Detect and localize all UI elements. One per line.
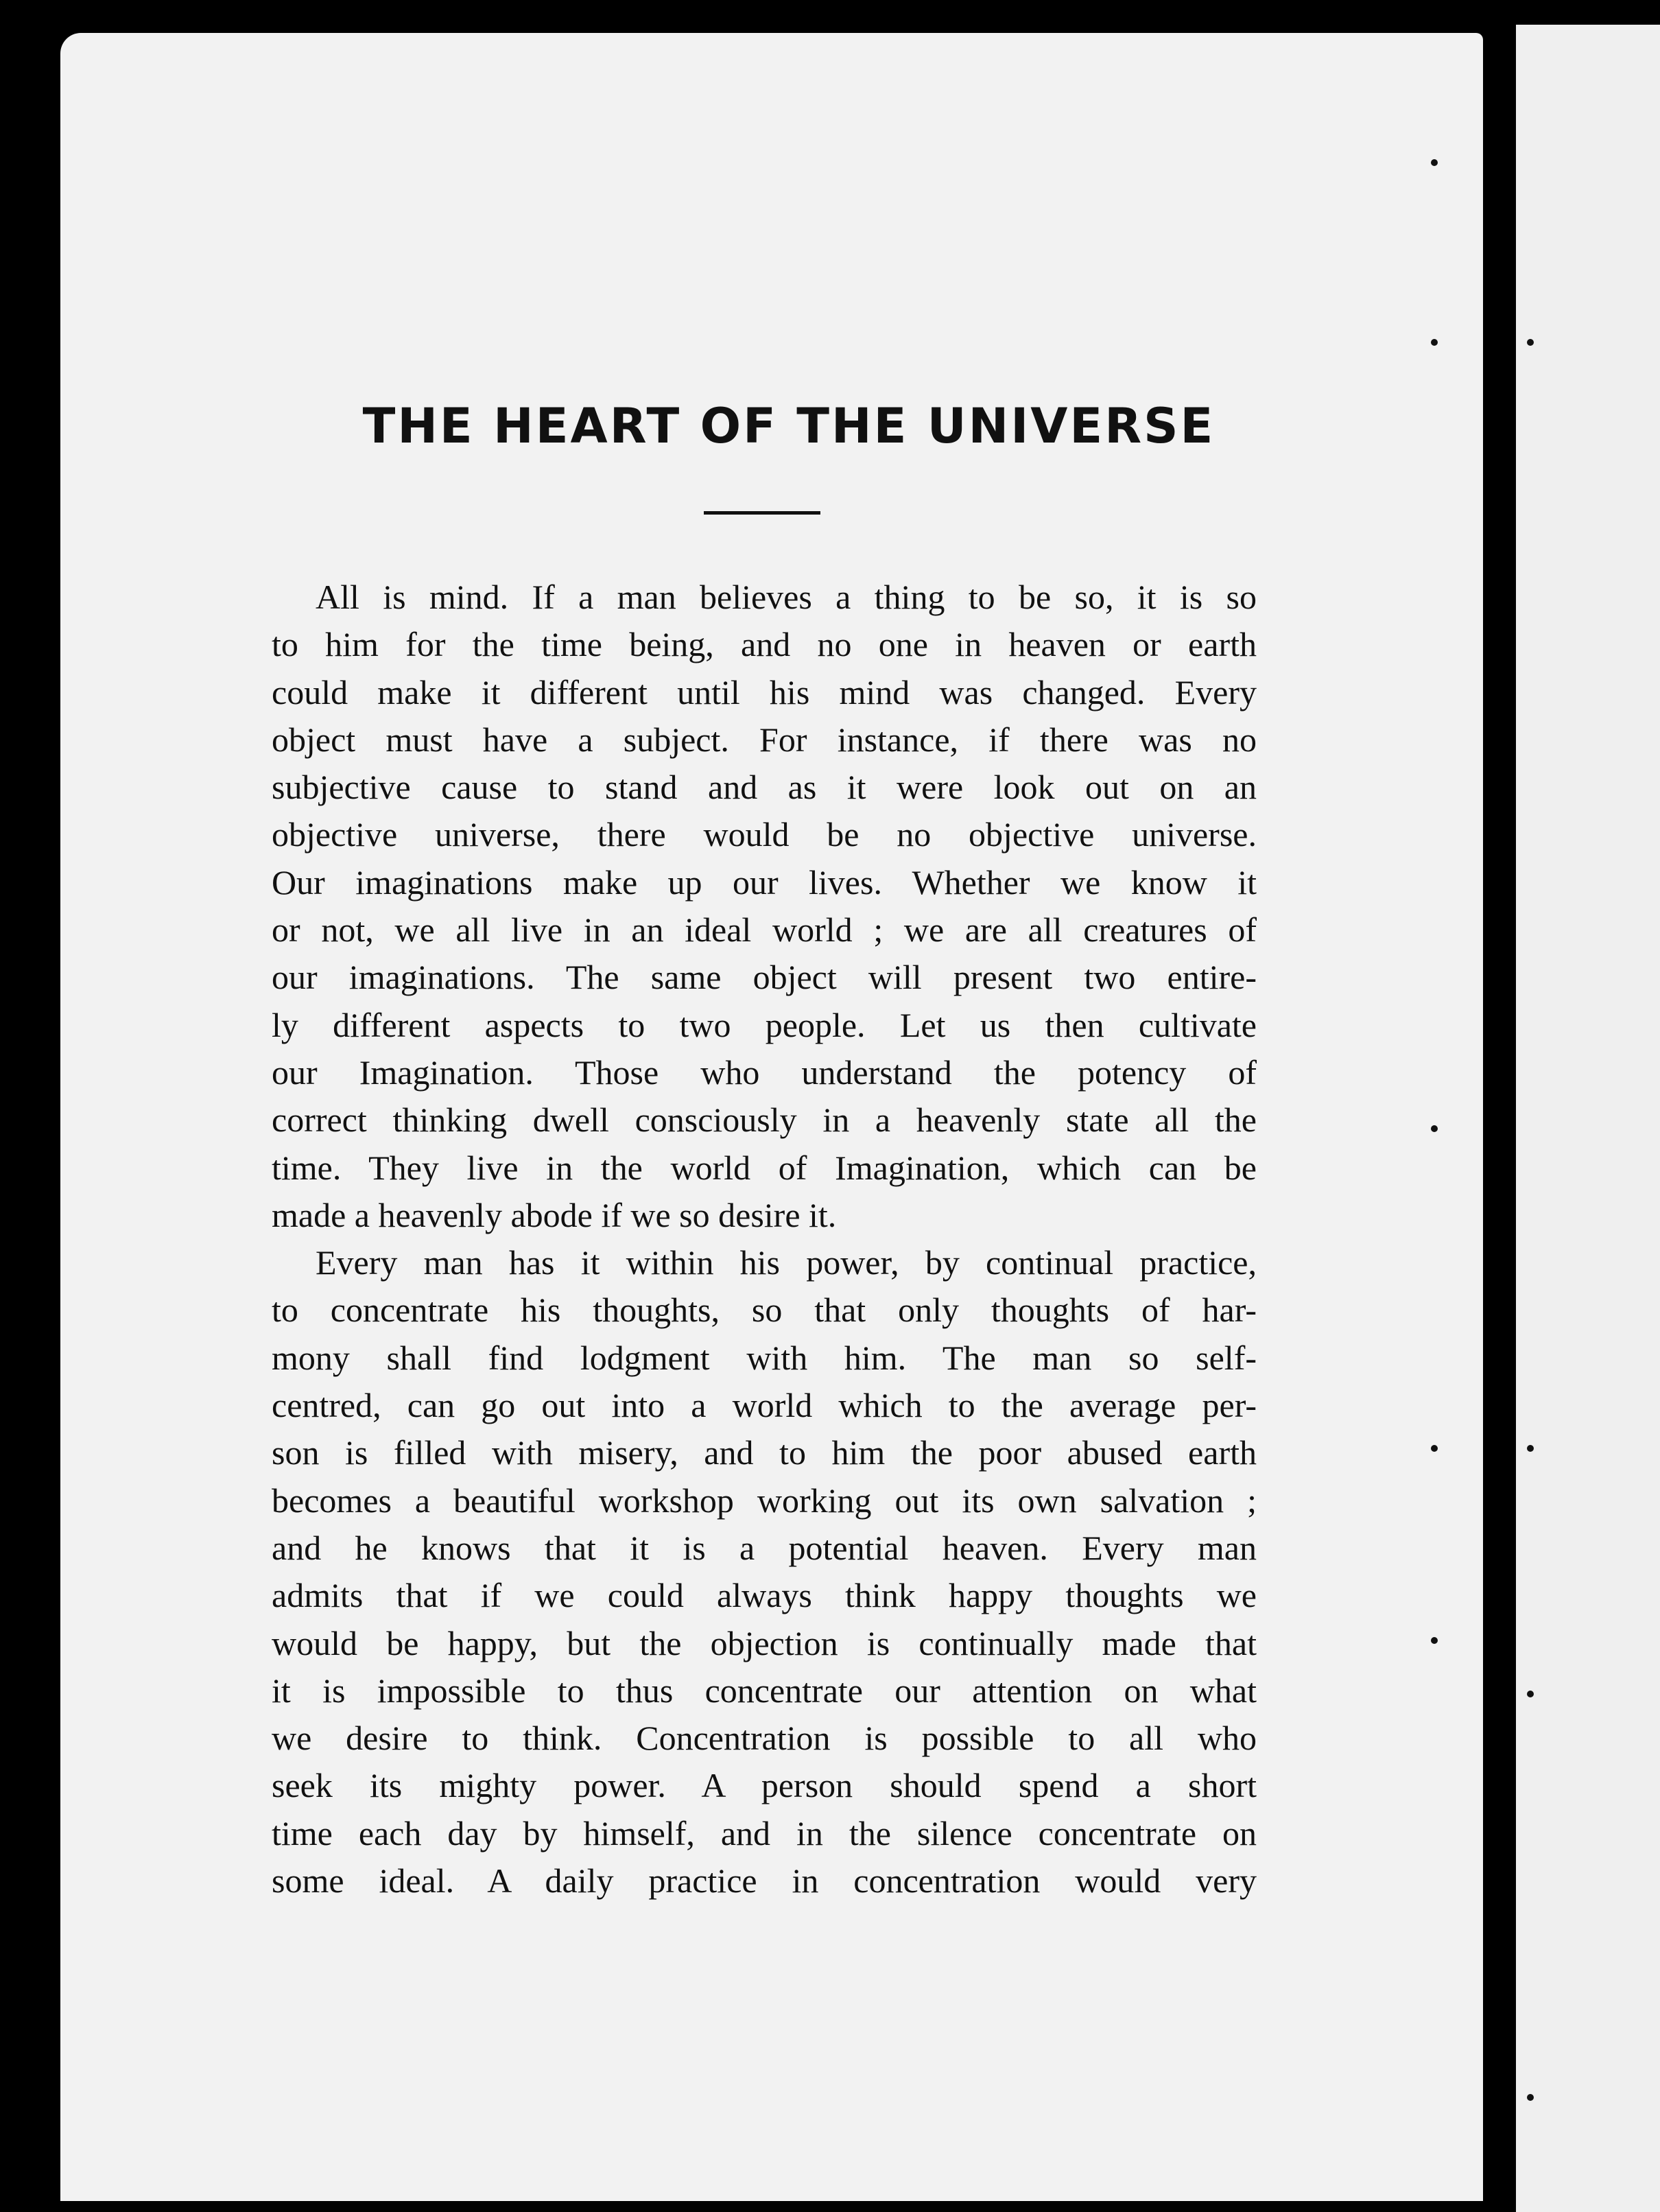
binding-mark [1431, 1125, 1438, 1132]
paragraph [272, 574, 1257, 1239]
text-line: time. They live in the world of Imagination, which can be [272, 1148, 1257, 1187]
text-line: admits that if we could always think happy thoughts we [272, 1576, 1257, 1615]
text-line: object must have a subject. For instance, if there was no [272, 720, 1257, 759]
text-line: some ideal. A daily practice in concentration would very [272, 1861, 1257, 1901]
binding-mark [1431, 1637, 1438, 1644]
binding-mark [1431, 159, 1438, 166]
text-line: subjective cause to stand and as it were look out on an [272, 768, 1257, 807]
facing-page-edge [1516, 25, 1660, 2212]
binding-mark [1431, 339, 1438, 346]
text-line: would be happy, but the objection is continually made that [272, 1623, 1257, 1662]
text-line: seek its mighty power. A person should spend a short [272, 1766, 1257, 1805]
text-line: we desire to think. Concentration is possible to all who [272, 1719, 1257, 1758]
text-line: correct thinking dwell consciously in a heavenly state all the [272, 1101, 1257, 1140]
text-line: to him for the time being, and no one in heaven or earth [272, 625, 1257, 664]
text-line: objective universe, there would be no objective universe. [272, 815, 1257, 854]
binding-mark [1527, 2094, 1534, 2101]
text-line: becomes a beautiful workshop working out its own salvation ; [272, 1481, 1257, 1520]
binding-mark [1527, 339, 1534, 346]
text-line: our imaginations. The same object will present two entire- [272, 958, 1257, 997]
binding-gutter [1483, 21, 1491, 2212]
page-title [0, 398, 1660, 454]
text-line: centred, can go out into a world which to the average per- [272, 1386, 1257, 1425]
text-line: Every man has it within his power, by continual practice, [316, 1243, 1257, 1282]
text-line: could make it different until his mind was changed. Every [272, 672, 1257, 711]
binding-mark [1431, 1445, 1438, 1452]
text-line: or not, we all live in an ideal world ; we are all creatures of [272, 910, 1257, 950]
page-title-text: THE HEART OF THE UNIVERSE [362, 398, 1216, 454]
binding-mark [1527, 1691, 1534, 1697]
text-line: Our imaginations make up our lives. Whether we know it [272, 862, 1257, 902]
text-line: All is mind. If a man believes a thing to be so, it is so [316, 578, 1257, 616]
body-text [272, 574, 1257, 1905]
text-line: time each day by himself, and in the silence concentrate on [272, 1813, 1257, 1852]
text-line: and he knows that it is a potential heaven. Every man [272, 1528, 1257, 1567]
binding-mark [1527, 1445, 1534, 1452]
paragraph [272, 1239, 1257, 1905]
text-line: to concentrate his thoughts, so that only thoughts of har- [272, 1291, 1257, 1330]
text-line: mony shall find lodgment with him. The man so self- [272, 1338, 1257, 1377]
text-line: ly different aspects to two people. Let us then cultivate [272, 1005, 1257, 1044]
text-line: our Imagination. Those who understand the potency of [272, 1052, 1257, 1092]
text-line: son is filled with misery, and to him the poor abused earth [272, 1433, 1257, 1472]
text-line: made a heavenly abode if we so desire it. [272, 1195, 837, 1234]
title-divider [704, 511, 820, 515]
text-line: it is impossible to thus concentrate our attention on what [272, 1671, 1257, 1710]
